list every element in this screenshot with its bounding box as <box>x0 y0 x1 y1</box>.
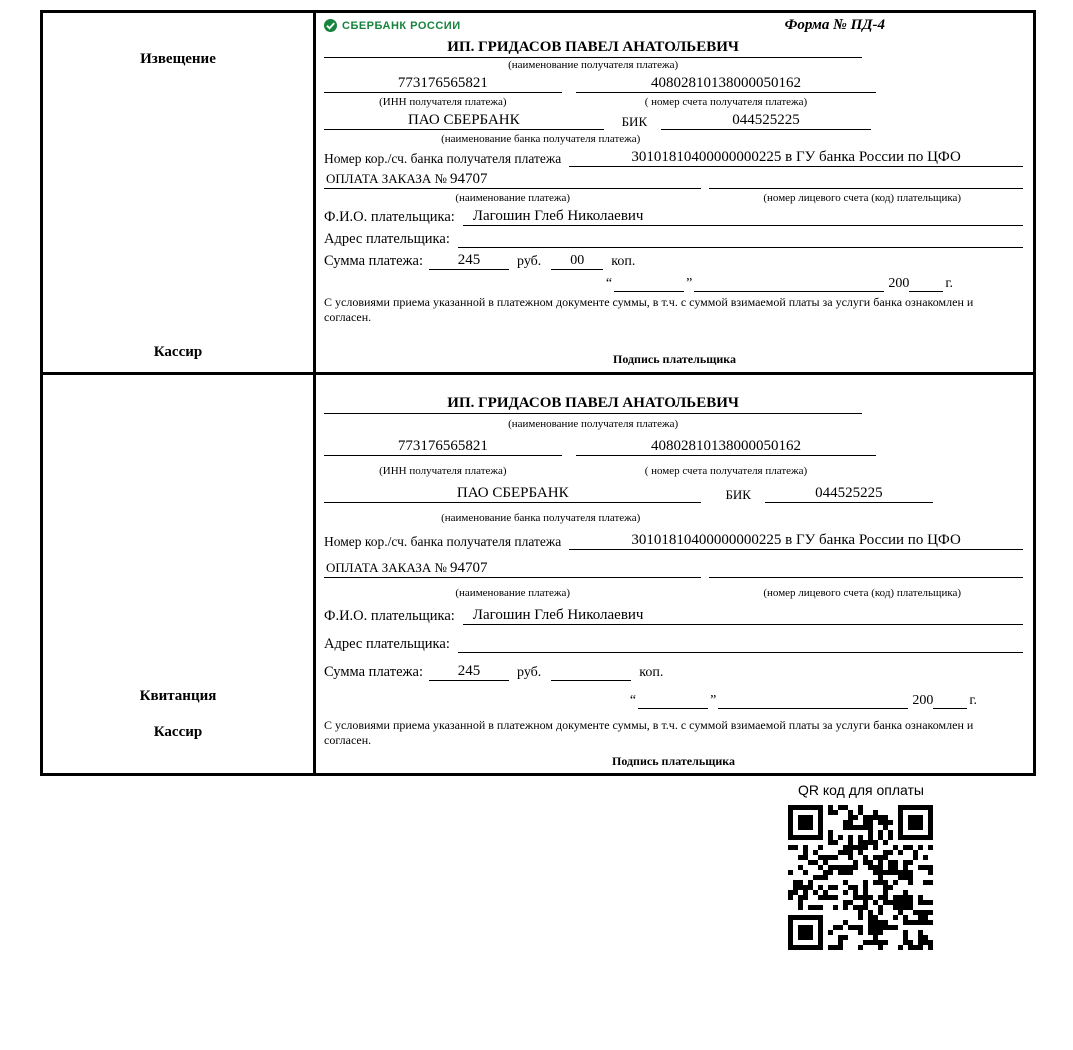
notice-content <box>316 13 1033 372</box>
personal-account-caption: (номер лицевого счета (код) плательщика) <box>763 587 962 599</box>
inn-value: 773176565821 <box>324 75 562 93</box>
date-line <box>324 273 953 292</box>
recipient-caption: (наименование получателя платежа) <box>508 418 679 430</box>
corr-account-value: 30101810400000000225 в ГУ банка России по ЦФО <box>569 149 1023 167</box>
purpose-label: ОПЛАТА ЗАКАЗА № <box>326 560 447 575</box>
receipt-label: Квитанция <box>139 688 217 704</box>
inn-caption: (ИНН получателя платежа) <box>379 96 507 108</box>
bik-label: БИК <box>621 114 648 130</box>
account-value: 40802810138000050162 <box>576 438 877 456</box>
payer-signature-label: Подпись плательщика <box>612 753 735 768</box>
personal-account-caption: (номер лицевого счета (код) плательщика) <box>763 192 962 204</box>
corr-account-value: 30101810400000000225 в ГУ банка России по ЦФО <box>569 532 1023 550</box>
sberbank-logo <box>324 19 461 32</box>
sum-kop-blank <box>551 664 631 681</box>
quote-close: ” <box>710 693 717 708</box>
payment-purpose <box>324 560 701 578</box>
notice-side-column <box>43 13 316 372</box>
recipient-caption: (наименование получателя платежа) <box>508 59 679 71</box>
date-day-blank <box>638 691 708 709</box>
date-day-blank <box>614 274 684 292</box>
qr-caption: QR код для оплаты <box>797 782 924 798</box>
year-prefix: 200 <box>912 693 934 708</box>
payer-address-label: Адрес плательщика: <box>324 231 450 247</box>
purpose-label: ОПЛАТА ЗАКАЗА № <box>326 171 447 186</box>
date-month-blank <box>718 691 908 709</box>
purpose-number: 94707 <box>449 171 488 187</box>
account-value: 40802810138000050162 <box>576 75 877 93</box>
payer-fio-value: Лагошин Глеб Николаевич <box>463 607 1023 625</box>
notice-label: Извещение <box>140 51 216 67</box>
recipient-name: ИП. ГРИДАСОВ ПАВЕЛ АНАТОЛЬЕВИЧ <box>324 395 862 414</box>
kop-label: коп. <box>639 665 664 680</box>
bank-caption: (наименование банка получателя платежа) <box>441 133 641 145</box>
kop-label: коп. <box>611 254 636 269</box>
quote-open: “ <box>605 276 613 291</box>
receipt-content <box>316 375 1033 773</box>
bik-value: 044525225 <box>661 112 871 130</box>
payment-caption: (наименование платежа) <box>455 192 571 204</box>
inn-value: 773176565821 <box>324 438 562 456</box>
inn-caption: (ИНН получателя платежа) <box>379 465 507 477</box>
bank-caption: (наименование банка получателя платежа) <box>441 512 641 524</box>
sum-label: Сумма платежа: <box>324 664 423 680</box>
payer-fio-value: Лагошин Глеб Николаевич <box>463 208 1023 226</box>
date-year-blank <box>933 691 967 709</box>
year-suffix: г. <box>945 276 953 291</box>
sum-rub-value: 245 <box>429 252 509 270</box>
sberbank-logo-text: СБЕРБАНК РОССИИ <box>342 19 461 32</box>
recipient-name: ИП. ГРИДАСОВ ПАВЕЛ АНАТОЛЬЕВИЧ <box>324 39 862 58</box>
qr-code-image <box>788 805 933 950</box>
agreement-text: С условиями приема указанной в платежном документе суммы, в т.ч. с суммой взимаемой платы за услуги банка ознакомлен и согласен. <box>324 295 974 325</box>
bank-name-value: ПАО СБЕРБАНК <box>324 485 701 503</box>
account-caption: ( номер счета получателя платежа) <box>644 465 808 477</box>
date-year-blank <box>909 274 943 292</box>
sum-rub-value: 245 <box>429 663 509 681</box>
corr-account-label: Номер кор./сч. банка получателя платежа <box>324 533 562 549</box>
purpose-number: 94707 <box>449 560 488 576</box>
notice-section <box>43 13 1033 375</box>
qr-payment-block <box>788 782 934 950</box>
agreement-text: С условиями приема указанной в платежном документе суммы, в т.ч. с суммой взимаемой платы за услуги банка ознакомлен и согласен. <box>324 718 974 748</box>
year-suffix: г. <box>969 693 977 708</box>
corr-account-label: Номер кор./сч. банка получателя платежа <box>324 150 562 166</box>
payment-caption: (наименование платежа) <box>455 587 571 599</box>
receipt-section <box>43 375 1033 773</box>
year-prefix: 200 <box>888 276 910 291</box>
bik-value: 044525225 <box>765 485 933 503</box>
personal-account-blank <box>709 171 1023 189</box>
cashier-label: Кассир <box>153 344 203 360</box>
sberbank-logo-icon <box>324 19 337 32</box>
payer-fio-label: Ф.И.О. плательщика: <box>324 209 455 225</box>
bik-label: БИК <box>725 487 751 503</box>
personal-account-blank <box>709 560 1023 578</box>
payer-address-blank <box>458 635 1023 653</box>
pd4-form <box>40 10 1036 776</box>
account-caption: ( номер счета получателя платежа) <box>644 96 808 108</box>
date-month-blank <box>694 274 884 292</box>
sum-kop-value: 00 <box>551 253 603 270</box>
bank-name-value: ПАО СБЕРБАНК <box>324 112 604 130</box>
quote-close: ” <box>686 276 693 291</box>
payer-address-label: Адрес плательщика: <box>324 636 450 652</box>
rub-label: руб. <box>517 665 542 680</box>
payer-fio-label: Ф.И.О. плательщика: <box>324 608 455 624</box>
date-line <box>324 690 977 709</box>
payment-purpose <box>324 171 701 189</box>
quote-open: “ <box>629 693 637 708</box>
sum-label: Сумма платежа: <box>324 253 423 269</box>
payer-signature-label: Подпись плательщика <box>613 352 736 366</box>
receipt-side-column <box>43 375 316 773</box>
form-number-title: Форма № ПД-4 <box>784 17 885 33</box>
rub-label: руб. <box>517 254 542 269</box>
payer-address-blank <box>458 230 1023 248</box>
cashier-label: Кассир <box>153 724 203 740</box>
